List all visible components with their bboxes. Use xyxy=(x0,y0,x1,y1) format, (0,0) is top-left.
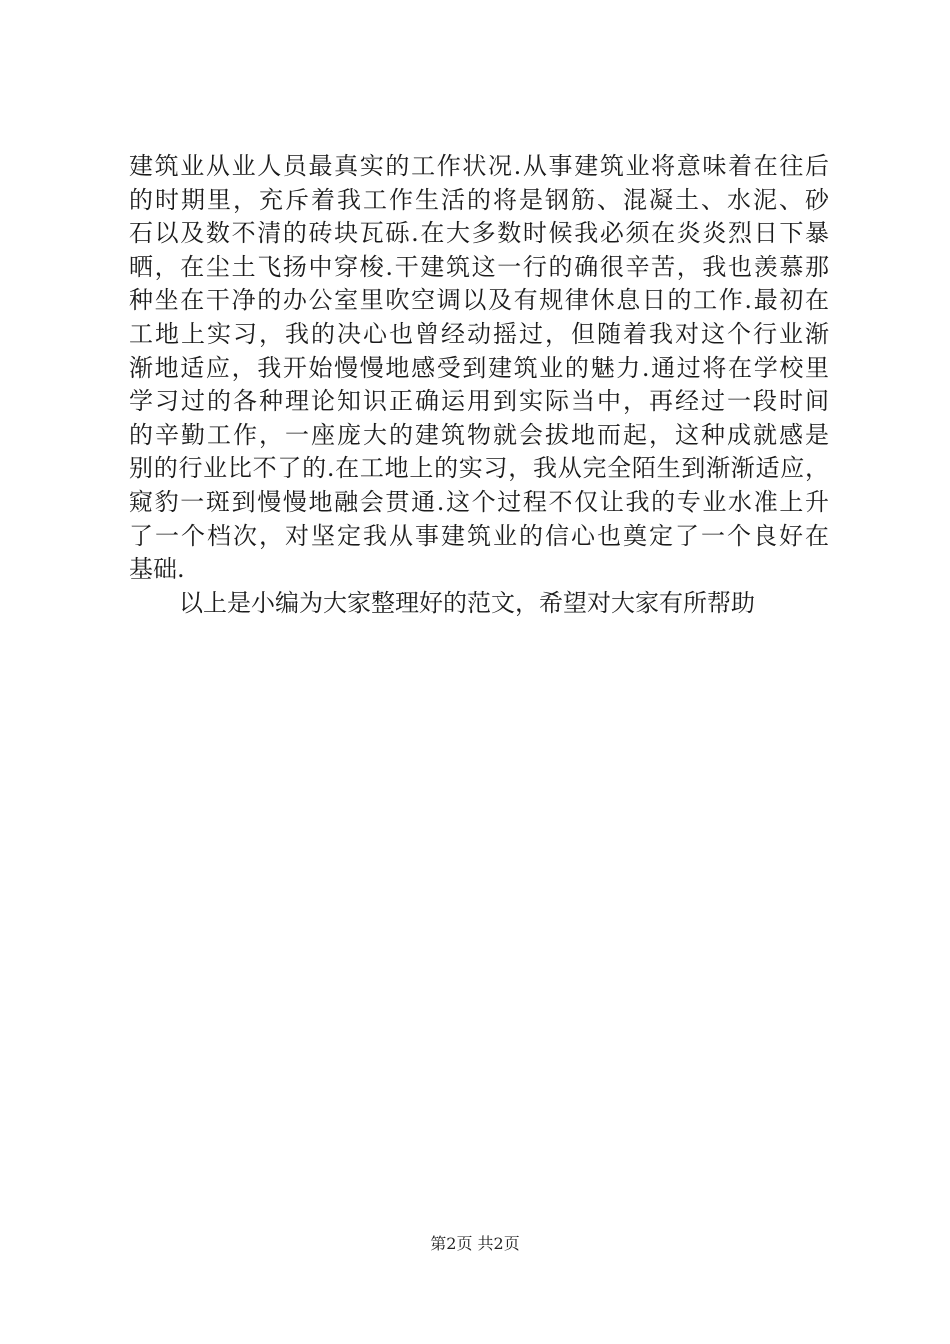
paragraph-line: 工地上实习，我的决心也曾经动摇过，但随着我对这个行业渐 xyxy=(129,319,829,348)
paragraph-line: 基础. xyxy=(129,555,185,584)
paragraph-line: 学习过的各种理论知识正确运用到实际当中，再经过一段时间 xyxy=(129,387,829,416)
paragraph-line: 石以及数不清的砖块瓦砾.在大多数时候我必须在炎炎烈日下暴 xyxy=(129,219,829,248)
page-footer xyxy=(0,1234,950,1254)
paragraph-line: 晒，在尘土飞扬中穿梭.干建筑这一行的确很辛苦，我也羡慕那 xyxy=(129,252,829,281)
paragraph-line: 窥豹一斑到慢慢地融会贯通.这个过程不仅让我的专业水准上升 xyxy=(129,487,829,516)
paragraph-line: 了一个档次，对坚定我从事建筑业的信心也奠定了一个良好在 xyxy=(129,521,829,550)
page-indicator: 第2页 共2页 xyxy=(430,1234,520,1253)
paragraph-line: 种坐在干净的办公室里吹空调以及有规律休息日的工作.最初在 xyxy=(129,286,829,315)
paragraph-line: 的辛勤工作，一座庞大的建筑物就会拔地而起，这种成就感是 xyxy=(129,420,829,449)
paragraph-line: 渐地适应，我开始慢慢地感受到建筑业的魅力.通过将在学校里 xyxy=(129,353,829,382)
paragraph-line: 别的行业比不了的.在工地上的实习，我从完全陌生到渐渐适应， xyxy=(129,454,829,483)
body-text xyxy=(129,150,829,620)
paragraph-line: 建筑业从业人员最真实的工作状况.从事建筑业将意味着在往后 xyxy=(129,152,829,180)
paragraph-line: 的时期里，充斥着我工作生活的将是钢筋、混凝土、水泥、砂 xyxy=(129,185,829,214)
closing-line: 以上是小编为大家整理好的范文，希望对大家有所帮助 xyxy=(179,588,755,617)
